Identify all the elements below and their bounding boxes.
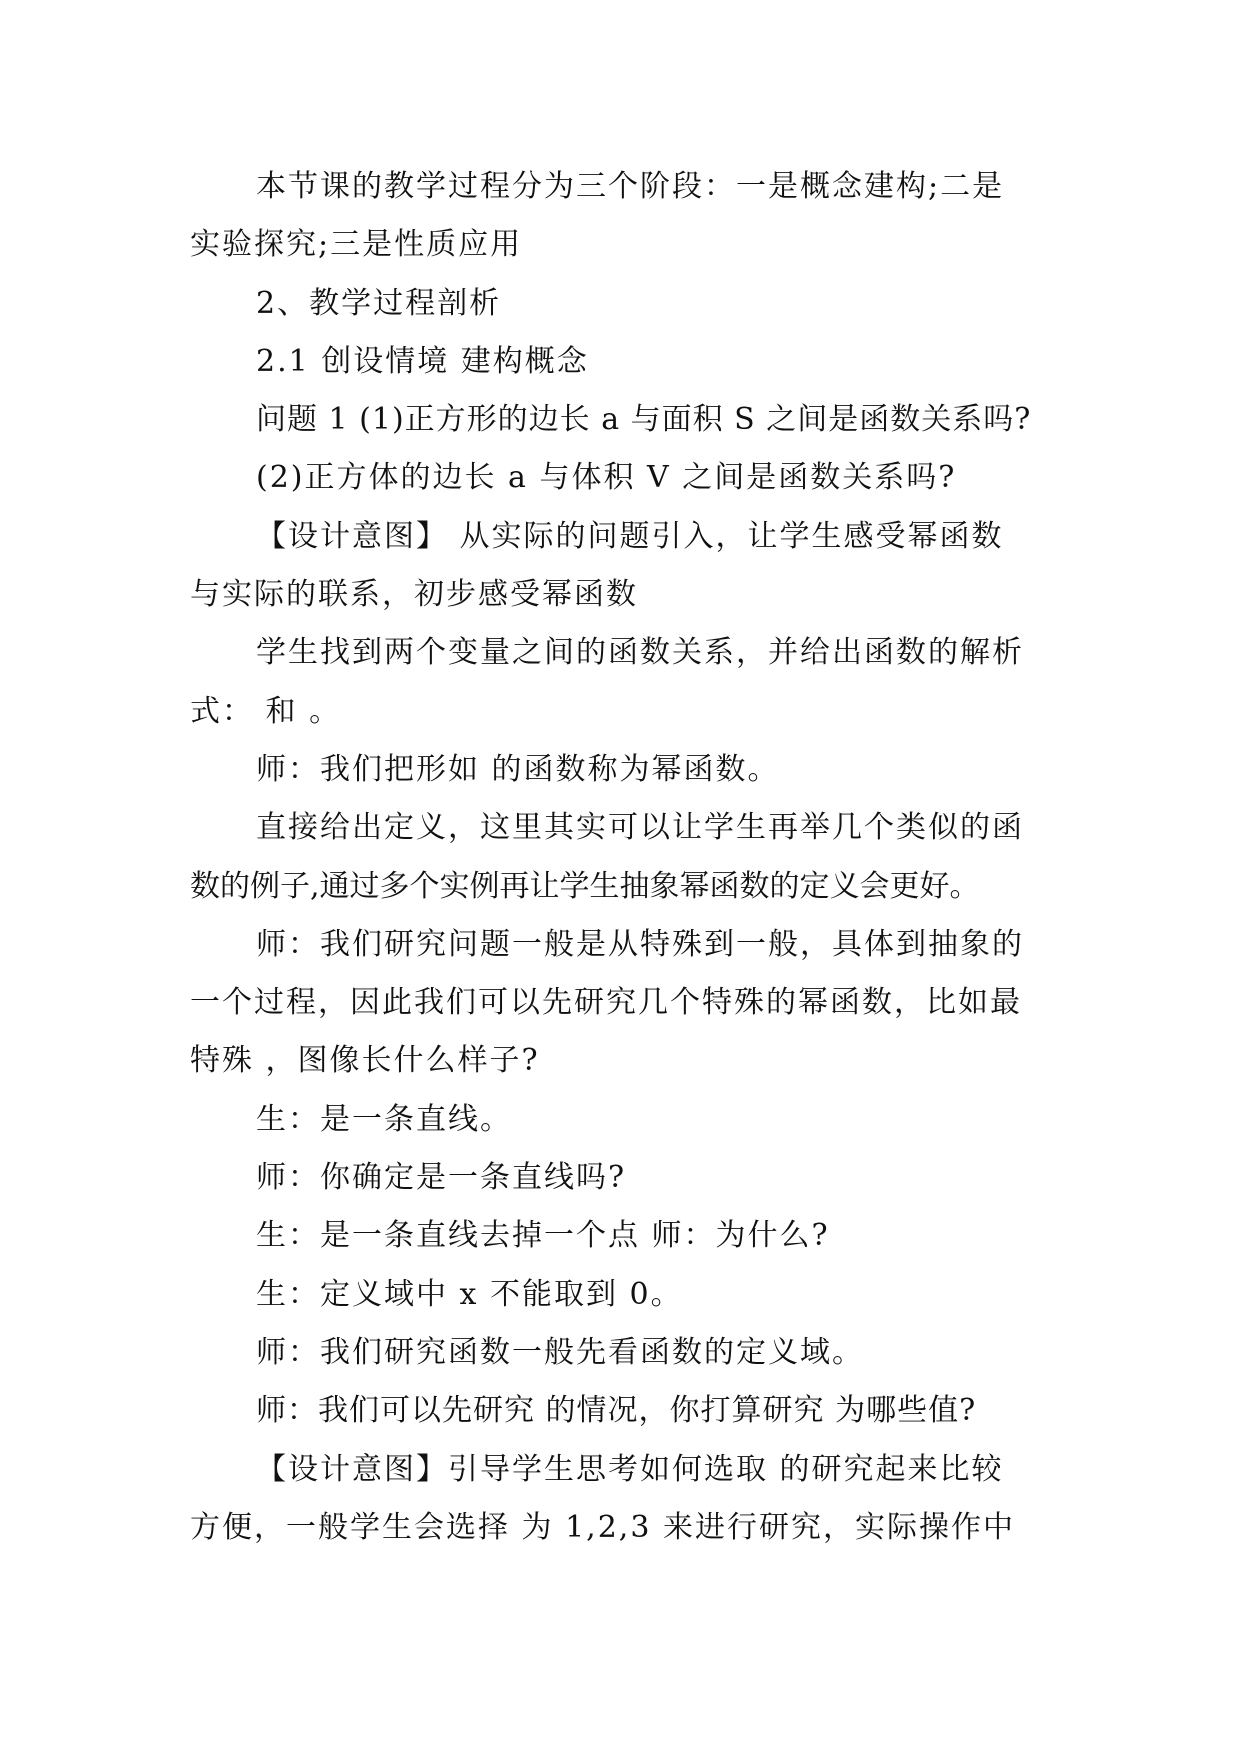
paragraph	[190, 1207, 1060, 1265]
text-line: 生：是一条直线去掉一个点 师：为什么?	[256, 1218, 830, 1254]
text-line: 生：是一条直线。	[256, 1101, 512, 1137]
paragraph	[190, 275, 1060, 333]
text-line: 师：我们研究函数一般先看函数的定义域。	[256, 1334, 864, 1370]
paragraph	[190, 1324, 1060, 1382]
text-line: (2)正方体的边长 a 与体积 V 之间是函数关系吗?	[256, 460, 957, 496]
paragraph	[190, 799, 1060, 916]
text-line: 实验探究;三是性质应用	[190, 227, 523, 263]
paragraph	[190, 916, 1060, 1091]
text-line: 问题 1 (1)正方形的边长 a 与面积 S 之间是函数关系吗?	[256, 402, 1032, 438]
text-line: 师：我们研究问题一般是从特殊到一般，具体到抽象的	[256, 926, 1024, 962]
paragraph	[190, 741, 1060, 799]
text-line: 【设计意图】 从实际的问题引入，让学生感受幂函数	[256, 518, 1004, 554]
paragraph	[190, 1149, 1060, 1207]
document-body	[190, 158, 1060, 1557]
text-line: 师：我们把形如 的函数称为幂函数。	[256, 751, 780, 787]
paragraph	[190, 624, 1060, 741]
subsection-heading: 2.1 创设情境 建构概念	[256, 343, 589, 379]
text-line: 生：定义域中 x 不能取到 0。	[256, 1276, 683, 1312]
text-line: 与实际的联系，初步感受幂函数	[190, 577, 638, 613]
paragraph	[190, 391, 1060, 449]
paragraph	[190, 1091, 1060, 1149]
text-line: 本节课的教学过程分为三个阶段：一是概念建构;二是	[256, 169, 1005, 204]
text-line: 【设计意图】引导学生思考如何选取 的研究起来比较	[256, 1451, 1004, 1487]
text-line: 一个过程，因此我们可以先研究几个特殊的幂函数，比如最	[190, 985, 1022, 1021]
text-line: 式： 和 。	[190, 693, 342, 729]
paragraph	[190, 449, 1060, 507]
text-line: 方便，一般学生会选择 为 1,2,3 来进行研究，实际操作中	[190, 1509, 1015, 1545]
text-line: 数的例子,通过多个实例再让学生抽象幂函数的定义会更好。	[190, 868, 980, 904]
text-line: 直接给出定义，这里其实可以让学生再举几个类似的函	[256, 810, 1024, 846]
paragraph	[190, 158, 1060, 275]
text-line: 特殊 ，图像长什么样子?	[190, 1043, 540, 1079]
section-heading: 2、教学过程剖析	[256, 285, 502, 321]
paragraph	[190, 1441, 1060, 1558]
text-line: 学生找到两个变量之间的函数关系，并给出函数的解析	[256, 635, 1024, 671]
paragraph	[190, 1266, 1060, 1324]
paragraph	[190, 333, 1060, 391]
text-line: 师：我们可以先研究 的情况，你打算研究 为哪些值?	[256, 1393, 977, 1429]
paragraph	[190, 508, 1060, 625]
text-line: 师：你确定是一条直线吗?	[256, 1160, 627, 1196]
paragraph	[190, 1382, 1060, 1440]
